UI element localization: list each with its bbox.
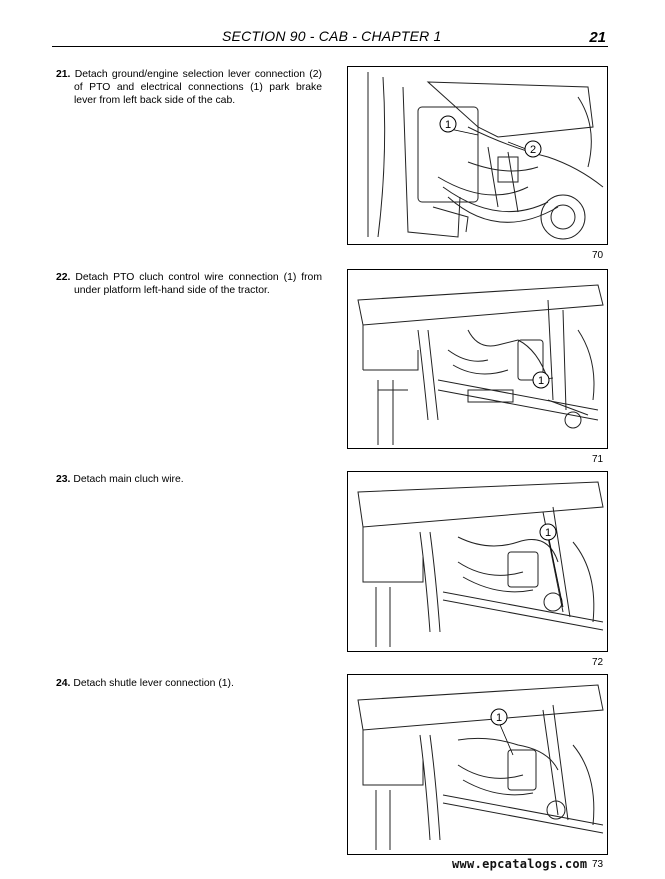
callout-1 — [440, 116, 456, 132]
figure-72 — [347, 471, 608, 652]
page-number: 21 — [589, 29, 606, 46]
figure-70 — [347, 66, 608, 245]
step-text: Detach main cluch wire. — [73, 474, 184, 485]
step-23 — [56, 473, 322, 486]
step-24 — [56, 677, 322, 690]
step-number: 22. — [56, 272, 71, 283]
step-number: 21. — [56, 69, 71, 80]
svg-text:1: 1 — [444, 119, 452, 131]
svg-text:2: 2 — [529, 144, 537, 156]
step-22 — [56, 271, 322, 297]
watermark-text: www.epcatalogs.com — [452, 857, 588, 871]
figure-number: 71 — [592, 454, 604, 465]
callout-2 — [525, 141, 541, 157]
step-text: Detach ground/engine selection lever connection (2) of PTO and electrical connections (1) park brake lever from left back side of the cab. — [74, 69, 322, 106]
svg-text:1: 1 — [544, 527, 552, 539]
step-21 — [56, 68, 322, 107]
figure-number: 72 — [592, 657, 604, 668]
svg-text:1: 1 — [537, 375, 545, 387]
figure-71-illustration — [348, 270, 607, 448]
figure-number: 73 — [592, 859, 604, 870]
step-number: 23. — [56, 474, 71, 485]
figure-73 — [347, 674, 608, 855]
figure-number: 70 — [592, 250, 604, 261]
figure-73-illustration — [348, 675, 607, 854]
figure-71 — [347, 269, 608, 449]
callout-1 — [533, 372, 549, 388]
step-number: 24. — [56, 678, 71, 689]
callout-1 — [540, 524, 556, 540]
step-text: Detach PTO cluch control wire connection (1) from under platform left-hand side of the tractor. — [74, 272, 322, 296]
page-header — [52, 28, 608, 47]
figure-70-illustration — [348, 67, 607, 244]
figure-72-illustration — [348, 472, 607, 651]
svg-text:1: 1 — [495, 712, 503, 724]
callout-1 — [491, 709, 507, 725]
step-text: Detach shutle lever connection (1). — [73, 678, 234, 689]
section-title: SECTION 90 - CAB - CHAPTER 1 — [222, 28, 442, 44]
